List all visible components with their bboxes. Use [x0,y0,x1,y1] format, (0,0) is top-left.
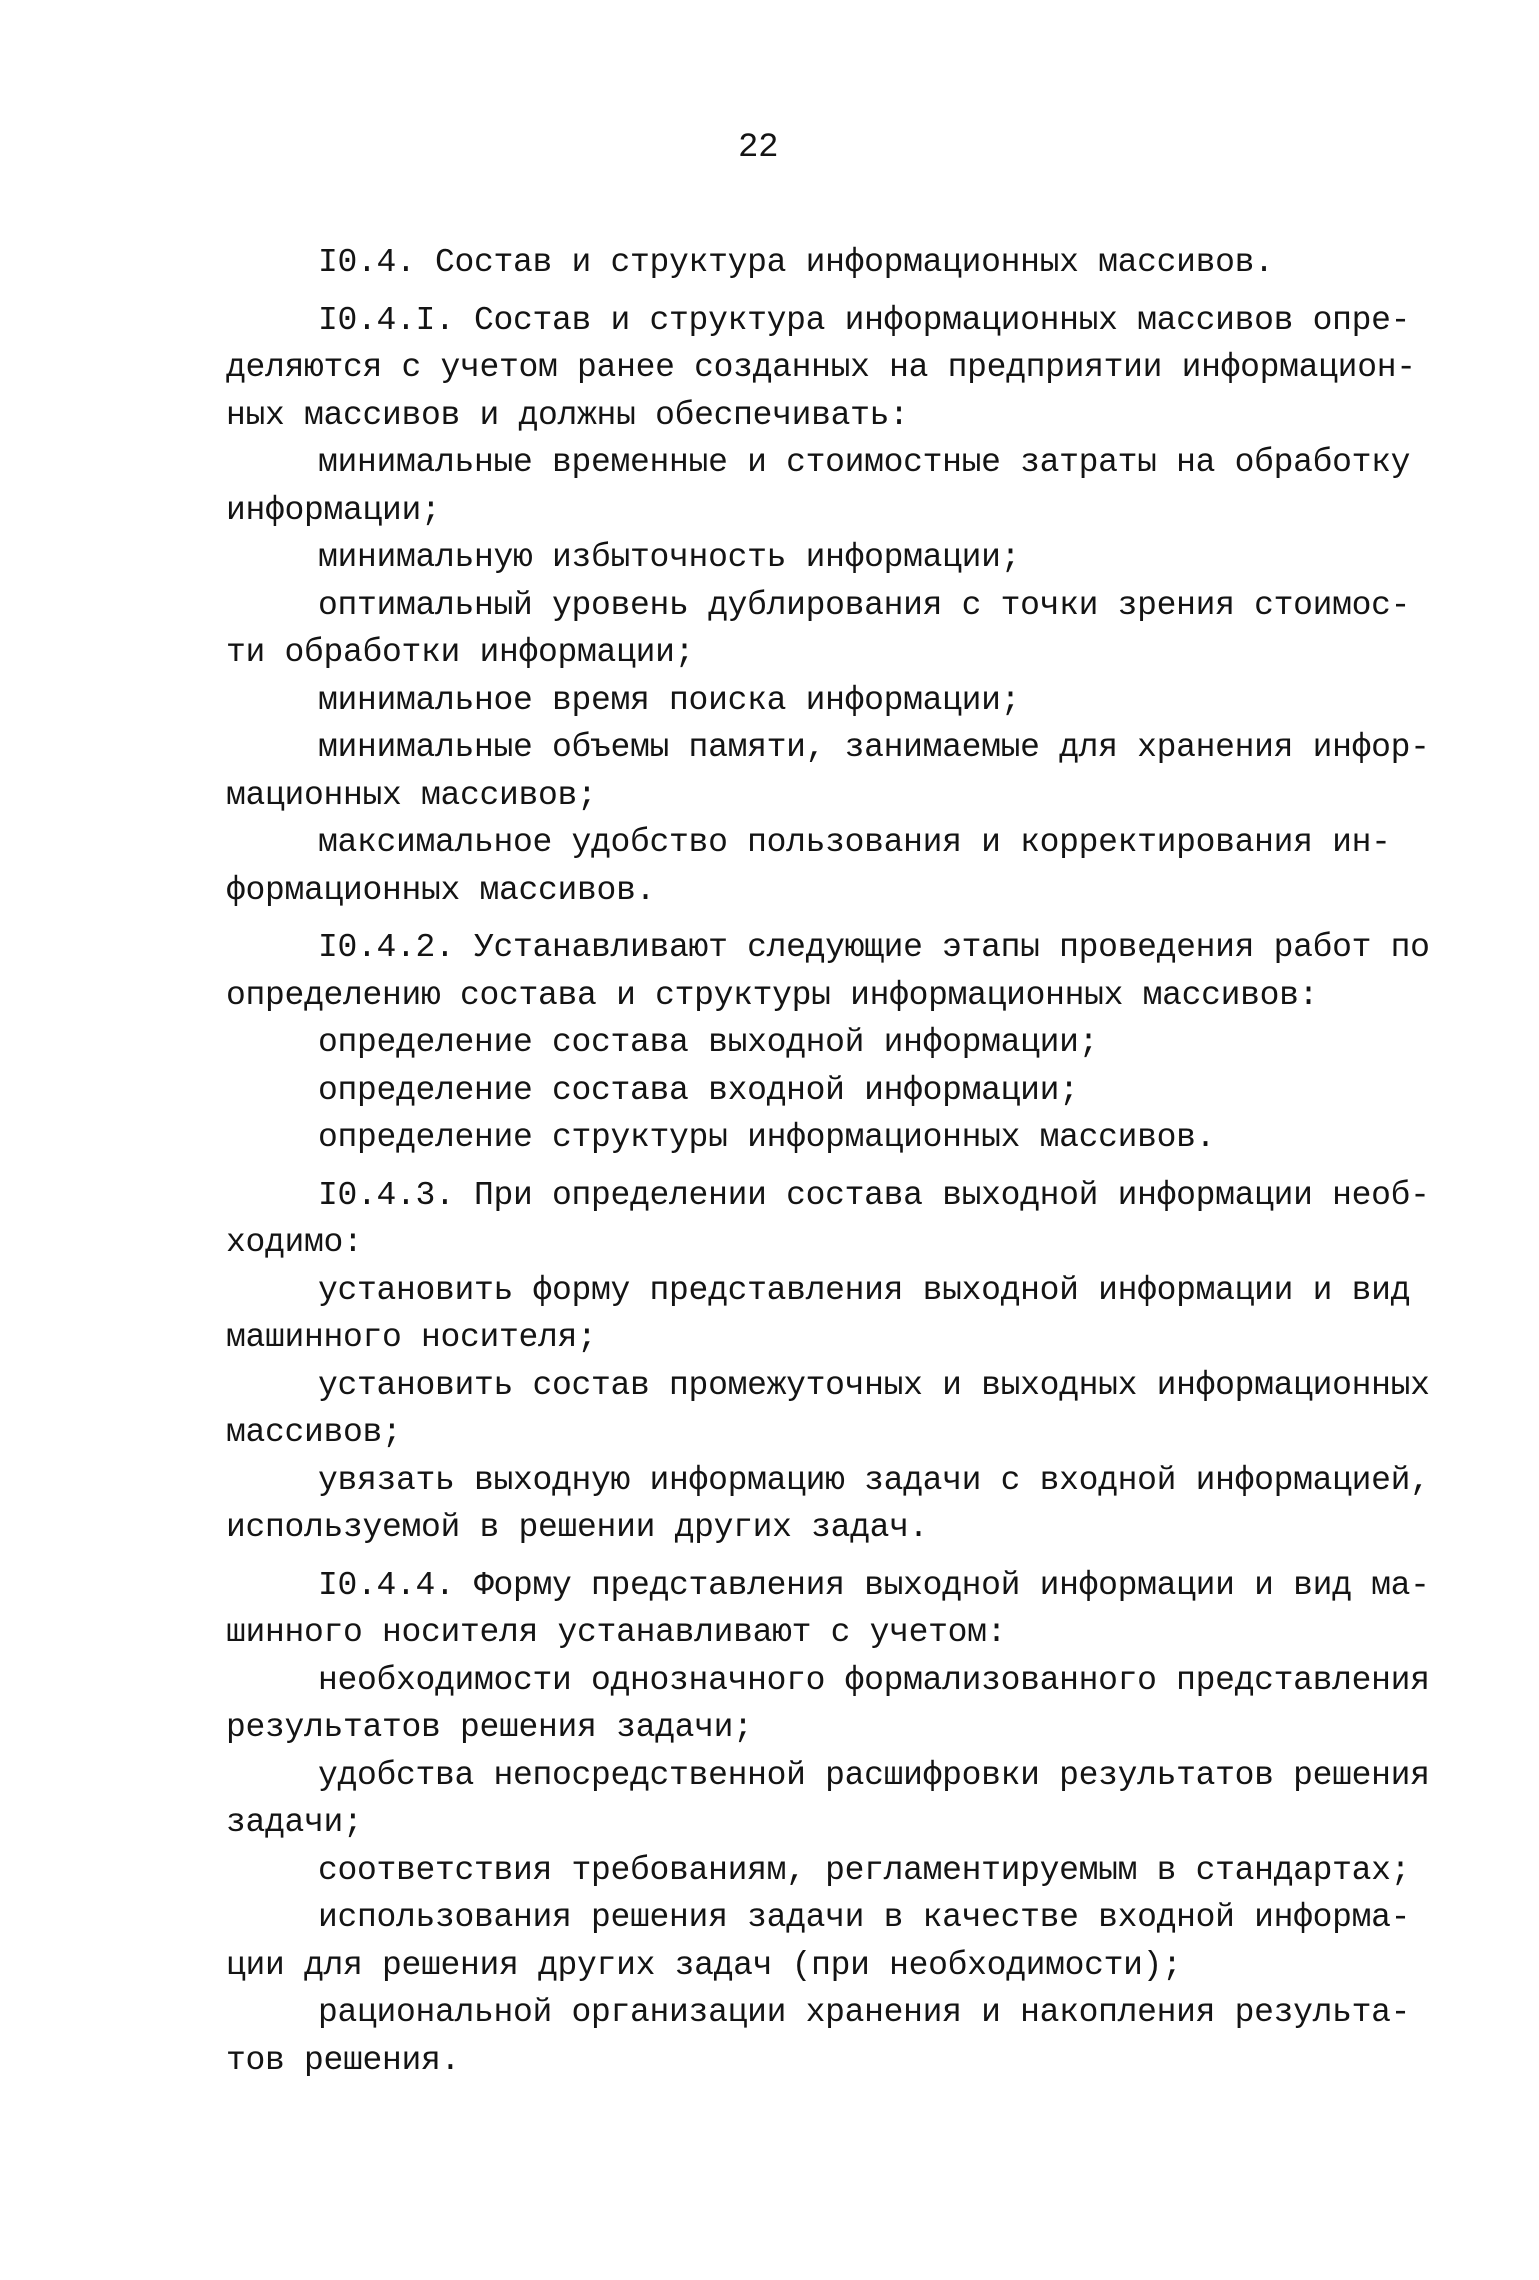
text-line: I0.4.4. Форму представления выходной информации и вид ма- [318,1567,1430,1604]
text-line: ции для решения других задач (при необходимости); [226,1947,1182,1984]
text-line: увязать выходную информацию задачи с входной информацией, [318,1462,1430,1499]
text-line: определению состава и структуры информационных массивов: [226,977,1319,1014]
section-heading: I0.4. Состав и структура информационных массивов. [318,244,1274,281]
text-line: максимальное удобство пользования и корректирования ин- [318,824,1391,861]
text-line: необходимости однозначного формализованного представления [318,1662,1430,1699]
text-line: шинного носителя устанавливают с учетом: [226,1614,1007,1651]
text-line: результатов решения задачи; [226,1709,753,1746]
text-line: машинного носителя; [226,1319,597,1356]
text-line: массивов; [226,1414,402,1451]
text-line: минимальные временные и стоимостные затраты на обработку [318,444,1411,481]
text-line: ходимо: [226,1224,363,1261]
text-line: соответствия требованиям, регламентируемым в стандартах; [318,1852,1411,1889]
text-line: минимальную избыточность информации; [318,539,1021,576]
text-line: установить состав промежуточных и выходных информационных [318,1367,1430,1404]
text-line: минимальные объемы памяти, занимаемые для хранения инфор- [318,729,1430,766]
text-line: I0.4.I. Состав и структура информационных массивов опре- [318,302,1411,339]
text-line: определение структуры информационных массивов. [318,1119,1216,1156]
text-line: I0.4.3. При определении состава выходной информации необ- [318,1177,1430,1214]
text-line: рациональной организации хранения и накопления результа- [318,1994,1411,2031]
text-line: ти обработки информации; [226,634,695,671]
text-line: I0.4.2. Устанавливают следующие этапы проведения работ по [318,929,1430,966]
text-line: использования решения задачи в качестве входной информа- [318,1899,1411,1936]
text-line: мационных массивов; [226,777,597,814]
page-number: 22 [738,129,779,167]
text-line: определение состава входной информации; [318,1072,1079,1109]
text-line: удобства непосредственной расшифровки результатов решения [318,1757,1430,1794]
text-line: ных массивов и должны обеспечивать: [226,397,909,434]
text-line: минимальное время поиска информации; [318,682,1021,719]
text-line: формационных массивов. [226,872,656,909]
text-line: информации; [226,492,441,529]
text-line: тов решения. [226,2042,461,2079]
text-line: оптимальный уровень дублирования с точки зрения стоимос- [318,587,1411,624]
text-line: установить форму представления выходной информации и вид [318,1272,1411,1309]
text-line: определение состава выходной информации; [318,1024,1099,1061]
text-line: используемой в решении других задач. [226,1509,929,1546]
text-line: задачи; [226,1804,363,1841]
text-line: деляются с учетом ранее созданных на предприятии информацион- [226,349,1416,386]
